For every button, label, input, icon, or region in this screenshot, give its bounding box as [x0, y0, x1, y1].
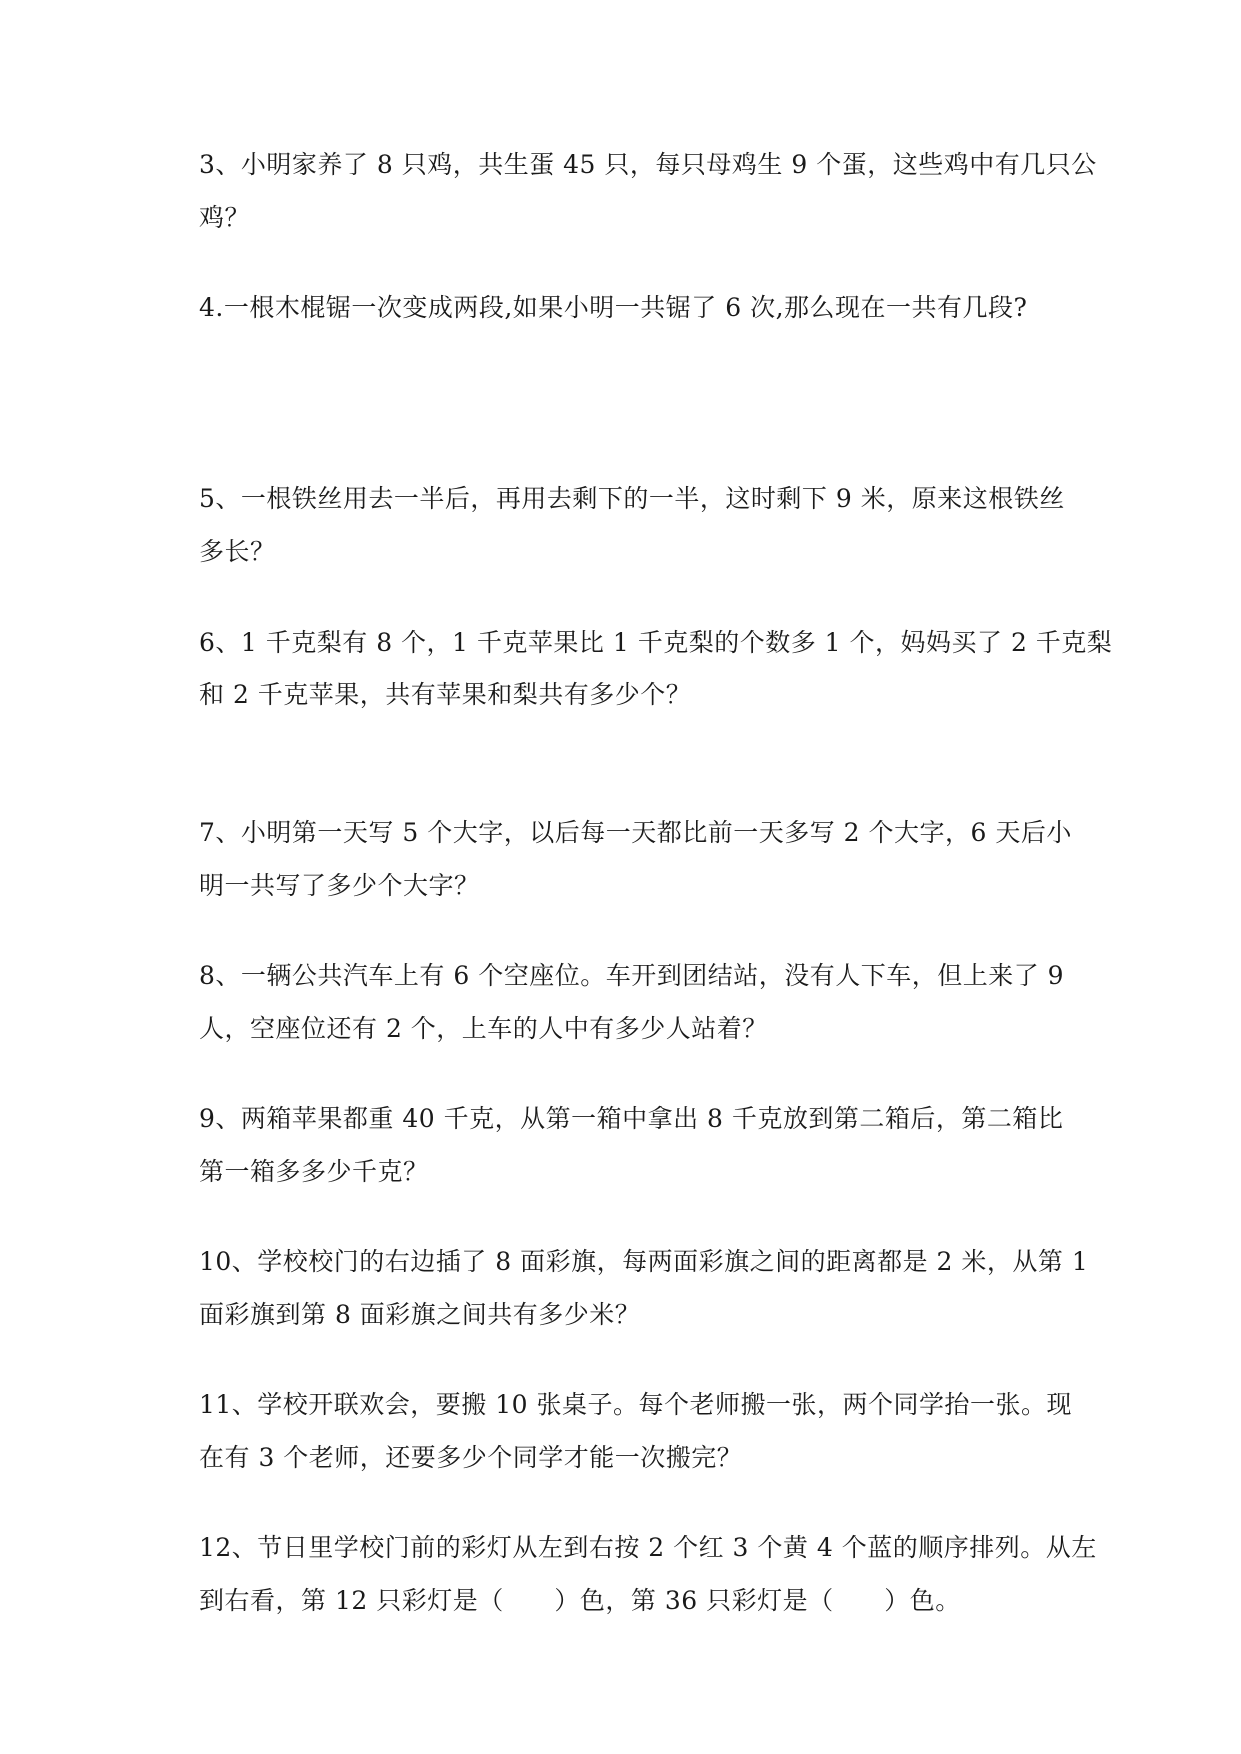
question-10-line-2: 面彩旗到第 8 面彩旗之间共有多少米？	[199, 1300, 641, 1329]
question-9-line-1: 9、两箱苹果都重 40 千克，从第一箱中拿出 8 千克放到第二箱后，第二箱比	[199, 1104, 1064, 1133]
question-6-line-2: 和 2 千克苹果，共有苹果和梨共有多少个？	[199, 680, 692, 709]
question-8-line-1: 8、一辆公共汽车上有 6 个空座位。车开到团结站，没有人下车，但上来了 9	[199, 961, 1065, 990]
question-10-line-1: 10、学校校门的右边插了 8 面彩旗，每两面彩旗之间的距离都是 2 米，从第 1	[199, 1247, 1089, 1276]
question-6-line-1: 6、1 千克梨有 8 个，1 千克苹果比 1 千克梨的个数多 1 个，妈妈买了 2 千克梨	[199, 628, 1113, 657]
question-11-line-1: 11、学校开联欢会，要搬 10 张桌子。每个老师搬一张，两个同学抬一张。现	[199, 1390, 1073, 1419]
question-3-line-1: 3、小明家养了 8 只鸡，共生蛋 45 只，每只母鸡生 9 个蛋，这些鸡中有几只公	[199, 150, 1097, 179]
question-12-line-2: 到右看，第 12 只彩灯是（ ）色，第 36 只彩灯是（ ）色。	[199, 1586, 961, 1615]
question-8-line-2: 人，空座位还有 2 个，上车的人中有多少人站着？	[199, 1014, 768, 1043]
question-7-line-2: 明一共写了多少个大字？	[199, 871, 480, 900]
question-7-line-1: 7、小明第一天写 5 个大字，以后每一天都比前一天多写 2 个大字，6 天后小	[199, 818, 1072, 847]
question-5-line-2: 多长？	[199, 537, 276, 566]
question-4-line-1: 4.一根木棍锯一次变成两段,如果小明一共锯了 6 次,那么现在一共有几段?	[199, 293, 1028, 322]
question-5-line-1: 5、一根铁丝用去一半后，再用去剩下的一半，这时剩下 9 米，原来这根铁丝	[199, 484, 1065, 513]
question-3-line-2: 鸡？	[199, 203, 251, 232]
question-12-line-1: 12、节日里学校门前的彩灯从左到右按 2 个红 3 个黄 4 个蓝的顺序排列。从左	[199, 1533, 1097, 1562]
question-9-line-2: 第一箱多多少千克？	[199, 1157, 429, 1186]
question-11-line-2: 在有 3 个老师，还要多少个同学才能一次搬完？	[199, 1443, 743, 1472]
